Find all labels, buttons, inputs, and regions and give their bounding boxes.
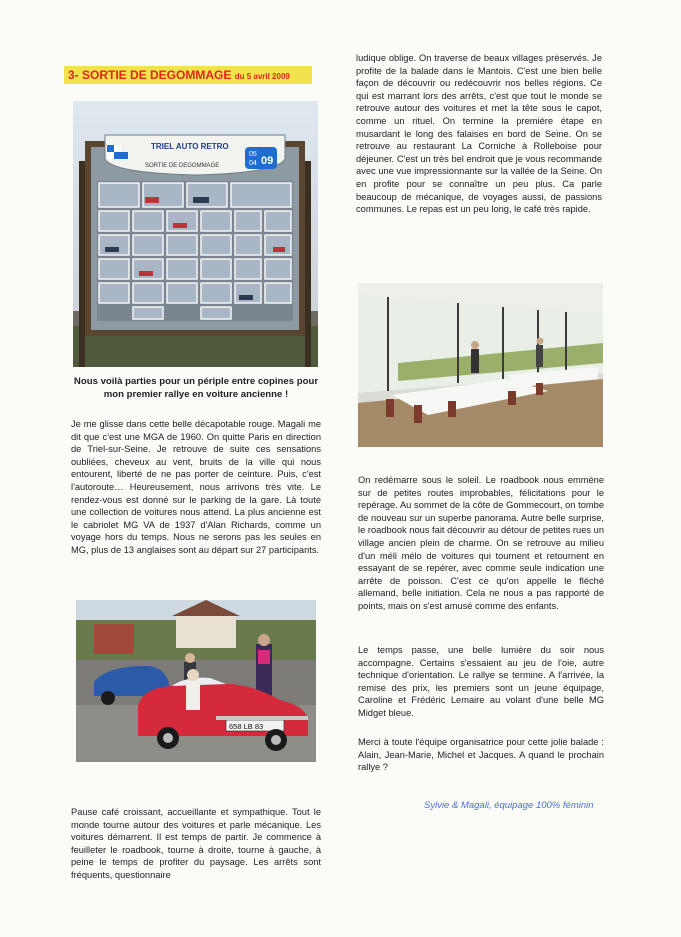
board-badge-mid: 04 [249,160,257,167]
board-subtitle: SORTIE DE DEGOMMAGE [145,163,220,169]
board-badge-right: 09 [261,155,274,167]
restaurant-photo [358,283,603,447]
section-title-bar [64,66,312,84]
section-title-date: du 5 avril 2009 [234,72,290,81]
board-photo-grid [97,181,293,321]
left-paragraph: Je me glisse dans cette belle décapotable rouge. Magali me dit que c'est une MGA de 1960. On quitte Paris en direction de Triel-sur-Seine. Je retrouve de suite ces sensations oubliées, cheveux au vent, bruits de la ville qui nous entourent, liberté de ne pas porter de ceinture. Puis, c'est l'autoroute… Heureusement, nous arrivons très vite. Le rendez-vous est donné sur le parking de la gare. Là toute une collection de voitures nous attend. La plus ancienne est le cabriolet MG VA de 1937 d'Alan Richards, comme un voyage hors du temps. Nous ne serons pas les seules en MG, plus de 13 anglaises sont au départ sur 27 participants. [71,419,321,555]
right-paragraph-3: Merci à toute l'équipe organisatrice pour cette jolie balade : Alain, Jean-Marie, Michel et Jacques. A quand le prochain rallye ? [358,737,604,773]
section-title-main: 3- SORTIE DE DEGOMMAGE [68,68,232,82]
section-title [68,67,290,85]
restaurant-illustration [358,283,603,447]
board-header: TRIEL AUTO RETRO [151,142,229,151]
board-badge-top: 05 [249,151,257,158]
car-plate: 658 LB 83 [229,722,264,731]
intro-lead: Nous voilà parties pour un périple entre copines pour mon premier rallye en voiture ancienne ! [73,376,319,400]
right-paragraph-2: Le temps passe, une belle lumière du soir nous accompagne. Certains s'essaient au jeu de l'oie, autre technique d'orientation. Le rallye se termine. A l'arrivée, la remise des prix, les premiers sont un jeune équipage, Caroline et Frédéric Lemaire au volant d'une belle MG Midget bleue. [358,645,604,718]
rally-board-photo [73,101,318,367]
red-mg-illustration [76,600,316,762]
right-top-paragraph: ludique oblige. On traverse de beaux villages préservés. Je profite de la balade dans le Mantois. C'est une bien belle façon de découvrir ou redécouvrir nos belles régions. Ce qui est marrant lors des arrêts, c'est que tout le monde se retrouve autour des voitures et met la tête sous le capot, comme un rituel. On termine la première étape en musardant le long des falaises en bord de Seine. On se retrouve au restaurant La Corniche à Rolleboise pour déjeuner. C'est un très bel endroit que je vous recommande avec une vue impressionnante sur la vallée de la Seine. On en profite pour se connaître un peu plus. Ca parle beaucoup de mécanique, de voyages aussi, de passions communes. Le repas est un peu long, le café très rapide. [356,53,602,215]
left-bottom-paragraph: Pause café croissant, accueillante et sympathique. Tout le monde tourne autour des voitures et parle mécanique. Les voitures démarrent. Il est temps de partir. Je commence à feuilleter le roadbook, tourne à droite, tourne à gauche, à peine le temps de profiter du paysage. Les arrêts sont fréquents, questionnaire [71,807,321,880]
right-middle-paragraph: On redémarre sous le soleil. Le roadbook nous emmène sur de petites routes improbables, félicitations pour le repérage. Au sommet de la côte de Gommecourt, on tombe de nouveau sur un superbe panorama. Autre belle surprise, le roadbook nous fait découvrir au détour de petites rues un village ancien plein de charme. On se retrouve au milieu d'un méli mélo de voitures qui tournent et retournent en essayant de se repérer, avec comme seule indication une arrête de poisson. C'est ce qu'on appelle le fléché allemand, belle initiation. Cela ne nous a pas rapporté de points, mais on s'est amusé comme des enfants. [358,475,604,611]
author-signature: Sylvie & Magali, équipage 100% féminin [424,800,594,811]
rally-board-illustration [73,101,318,367]
red-mg-photo [76,600,316,762]
